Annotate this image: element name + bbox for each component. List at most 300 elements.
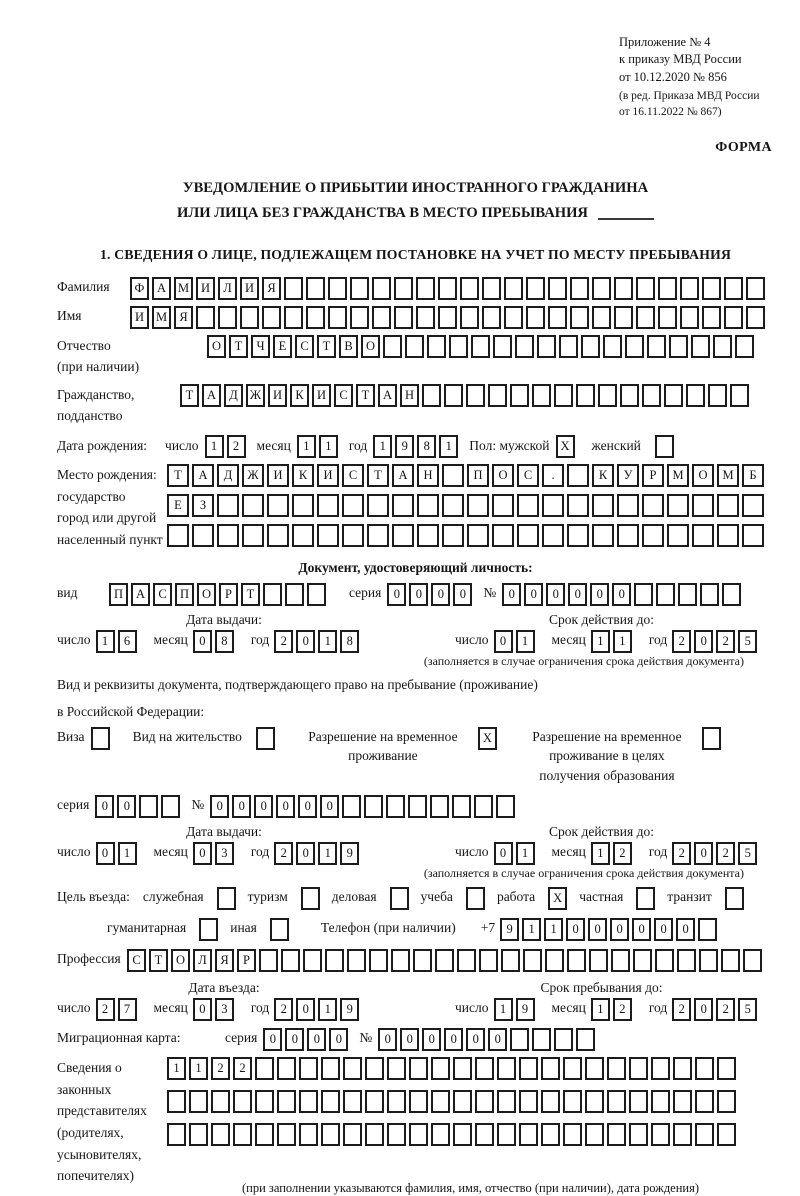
char-box: 1 (318, 998, 337, 1021)
residence-series-label: серия (57, 797, 90, 813)
doc-series-boxes (387, 583, 475, 606)
residence-serial-row (57, 795, 774, 818)
char-box: Т (317, 335, 336, 358)
char-box (695, 1123, 714, 1146)
day-label: число (57, 632, 91, 647)
purpose-tourism-checkbox (301, 887, 323, 910)
month-label: месяц (256, 438, 291, 454)
representatives-boxes (167, 1057, 774, 1196)
char-box (277, 1057, 296, 1080)
char-box: 0 (694, 630, 713, 653)
char-box: 0 (296, 998, 315, 1021)
char-box (567, 524, 589, 547)
char-box (321, 1057, 340, 1080)
purpose-work-checkbox (548, 887, 570, 910)
profession-row (57, 949, 774, 972)
char-box (457, 949, 476, 972)
char-box (746, 306, 765, 329)
char-box (317, 524, 339, 547)
char-box (431, 1057, 450, 1080)
char-box (342, 524, 364, 547)
char-box: И (196, 277, 215, 300)
char-box: 1 (319, 435, 338, 458)
char-box (721, 949, 740, 972)
char-box (519, 1123, 538, 1146)
char-box: М (152, 306, 171, 329)
char-box: 0 (307, 1028, 326, 1051)
char-box: О (171, 949, 190, 972)
char-box (629, 1090, 648, 1113)
representatives-row (57, 1057, 774, 1196)
char-box (636, 887, 655, 910)
char-box (325, 949, 344, 972)
year-label: год (648, 1000, 668, 1016)
representatives-boxes-row1 (167, 1057, 739, 1080)
char-box (722, 583, 741, 606)
purpose-transit-label: транзит (667, 889, 712, 905)
char-box (570, 277, 589, 300)
char-box (517, 494, 539, 517)
char-box (680, 277, 699, 300)
char-box (633, 949, 652, 972)
char-box: 0 (610, 918, 629, 941)
char-box (554, 384, 573, 407)
char-box (167, 524, 189, 547)
char-box (369, 949, 388, 972)
char-box: 0 (466, 1028, 485, 1051)
char-box (667, 524, 689, 547)
residence-intro1: Вид и реквизиты документа, подтверждающего право на пребывание (проживание) (57, 677, 538, 692)
char-box: 0 (193, 998, 212, 1021)
char-box: К (290, 384, 309, 407)
char-box: 7 (118, 998, 137, 1021)
char-box: И (267, 464, 289, 487)
char-box (217, 494, 239, 517)
char-box (742, 494, 764, 517)
year-label: год (648, 844, 668, 860)
char-box: X (548, 887, 567, 910)
char-box: 6 (118, 630, 137, 653)
char-box: 2 (233, 1057, 252, 1080)
char-box (554, 1028, 573, 1051)
char-box (292, 494, 314, 517)
char-box (592, 494, 614, 517)
char-box (218, 306, 237, 329)
char-box: В (339, 335, 358, 358)
purpose-private-label: частная (579, 889, 624, 905)
residence-permit-label: Вид на жительство (132, 728, 242, 744)
char-box: Ж (246, 384, 265, 407)
char-box: 1 (373, 435, 392, 458)
char-box: 8 (340, 630, 359, 653)
representatives-boxes-row2 (167, 1090, 739, 1113)
char-box (435, 949, 454, 972)
char-box (196, 306, 215, 329)
char-box (585, 1123, 604, 1146)
char-box: . (542, 464, 564, 487)
char-box (548, 277, 567, 300)
form-title (57, 176, 774, 224)
char-box: 0 (694, 842, 713, 865)
valid-date-group (455, 842, 774, 865)
day-label: число (165, 438, 199, 454)
char-box (394, 277, 413, 300)
char-box (387, 1090, 406, 1113)
char-box (408, 795, 427, 818)
char-box (743, 949, 762, 972)
char-box (167, 1090, 186, 1113)
birth-day-boxes (205, 435, 249, 458)
char-box (592, 524, 614, 547)
identity-doc-dates-head (57, 612, 774, 628)
char-box: О (492, 464, 514, 487)
char-box: 5 (738, 842, 757, 865)
residence-dates-row (57, 842, 774, 865)
phone-boxes (500, 918, 720, 941)
char-box: И (312, 384, 331, 407)
char-box (617, 494, 639, 517)
char-box (285, 583, 304, 606)
char-box: 9 (395, 435, 414, 458)
char-box: 0 (276, 795, 295, 818)
char-box (673, 1123, 692, 1146)
char-box: Т (241, 583, 260, 606)
char-box (259, 949, 278, 972)
char-box (199, 918, 218, 941)
char-box (699, 949, 718, 972)
char-box (570, 306, 589, 329)
char-box: Р (642, 464, 664, 487)
year-label: год (348, 438, 368, 454)
char-box (629, 1123, 648, 1146)
char-box: 0 (285, 1028, 304, 1051)
purpose-label: Цель въезда: (57, 889, 130, 905)
char-box (567, 464, 589, 487)
char-box (496, 795, 515, 818)
char-box (240, 306, 259, 329)
temp-residence-education-label: Разрешение на временное проживание в целях получения образования (532, 728, 682, 783)
char-box (526, 306, 545, 329)
month-label: месяц (153, 632, 188, 647)
entry-dates-row (57, 998, 774, 1021)
char-box: С (517, 464, 539, 487)
purpose-row2 (107, 918, 774, 941)
char-box (475, 1057, 494, 1080)
sex-female-checkbox (655, 435, 677, 458)
char-box (299, 1123, 318, 1146)
char-box: 0 (588, 918, 607, 941)
char-box: 9 (340, 842, 359, 865)
char-box (656, 583, 675, 606)
purpose-official-label: служебная (142, 889, 204, 905)
char-box (217, 524, 239, 547)
birthplace-boxes-row1 (167, 464, 767, 487)
char-box (497, 1090, 516, 1113)
char-box (625, 335, 644, 358)
char-box (542, 494, 564, 517)
char-box: 0 (453, 583, 472, 606)
char-box (281, 949, 300, 972)
char-box: 0 (296, 842, 315, 865)
char-box (655, 435, 674, 458)
birthplace-label: Место рождения: государство город или другой населенный пункт (57, 467, 163, 547)
purpose-work-label: работа (496, 889, 536, 905)
char-box: 2 (613, 842, 632, 865)
purpose-business-label: деловая (331, 889, 377, 905)
char-box (614, 277, 633, 300)
char-box (695, 1090, 714, 1113)
char-box (482, 306, 501, 329)
char-box (301, 887, 320, 910)
char-box: 0 (298, 795, 317, 818)
char-box (350, 277, 369, 300)
char-box (717, 524, 739, 547)
char-box (364, 795, 383, 818)
char-box (139, 795, 158, 818)
migration-number-boxes (378, 1028, 598, 1051)
char-box (189, 1123, 208, 1146)
issue-date-heading: Дата выдачи: (186, 824, 262, 840)
char-box (519, 1057, 538, 1080)
char-box: Н (400, 384, 419, 407)
char-box (467, 524, 489, 547)
char-box (444, 384, 463, 407)
char-box: З (192, 494, 214, 517)
char-box (548, 306, 567, 329)
birth-month-boxes (297, 435, 341, 458)
stay-month-boxes (591, 998, 635, 1021)
char-box (449, 335, 468, 358)
char-box (713, 335, 732, 358)
title-blank-line (598, 218, 654, 220)
char-box (431, 1123, 450, 1146)
char-box (497, 1123, 516, 1146)
char-box (453, 1123, 472, 1146)
char-box: 2 (672, 630, 691, 653)
char-box (702, 277, 721, 300)
appendix-reference (619, 34, 774, 120)
valid-date-heading: Срок действия до: (549, 612, 654, 627)
day-label: число (57, 844, 91, 860)
purpose-other-checkbox (270, 918, 292, 941)
char-box (617, 524, 639, 547)
char-box (317, 494, 339, 517)
char-box (642, 494, 664, 517)
char-box (515, 335, 534, 358)
char-box: Т (356, 384, 375, 407)
purpose-tourism-label: туризм (247, 889, 288, 905)
char-box (343, 1090, 362, 1113)
char-box: 0 (590, 583, 609, 606)
char-box: А (378, 384, 397, 407)
char-box: М (717, 464, 739, 487)
char-box (255, 1090, 274, 1113)
char-box (277, 1090, 296, 1113)
char-box: 0 (117, 795, 136, 818)
char-box: 0 (654, 918, 673, 941)
char-box: Я (174, 306, 193, 329)
char-box (452, 795, 471, 818)
char-box (306, 277, 325, 300)
char-box (526, 277, 545, 300)
char-box: А (392, 464, 414, 487)
month-label: месяц (153, 844, 188, 860)
valid-month-boxes (591, 630, 635, 653)
char-box (438, 306, 457, 329)
entry-date-group (57, 998, 455, 1021)
char-box (284, 277, 303, 300)
char-box (299, 1057, 318, 1080)
char-box (392, 524, 414, 547)
char-box (519, 1090, 538, 1113)
char-box: 8 (417, 435, 436, 458)
char-box (636, 306, 655, 329)
char-box (438, 277, 457, 300)
birthdate-label: Дата рождения: (57, 438, 148, 454)
char-box (742, 524, 764, 547)
char-box (651, 1090, 670, 1113)
temp-residence-label: Разрешение на временное проживание (308, 728, 458, 764)
firstname-label: Имя (57, 307, 82, 323)
purpose-study-label: учеба (420, 889, 453, 905)
migration-series-boxes (263, 1028, 351, 1051)
char-box (730, 384, 749, 407)
patronymic-label: Отчество (при наличии) (57, 337, 140, 375)
patronymic-row (57, 335, 774, 378)
char-box: 9 (340, 998, 359, 1021)
char-box: 1 (544, 918, 563, 941)
char-box (417, 494, 439, 517)
char-box (277, 1123, 296, 1146)
char-box (746, 277, 765, 300)
char-box (471, 335, 490, 358)
valid-year-boxes (672, 842, 760, 865)
char-box (581, 335, 600, 358)
char-box: Ч (251, 335, 270, 358)
char-box (717, 1057, 736, 1080)
char-box (673, 1057, 692, 1080)
char-box (217, 887, 236, 910)
char-box: 0 (422, 1028, 441, 1051)
form-title-line1: УВЕДОМЛЕНИЕ О ПРИБЫТИИ ИНОСТРАННОГО ГРАЖДАНИНА (182, 180, 649, 197)
char-box: Л (193, 949, 212, 972)
char-box (422, 384, 441, 407)
char-box (416, 277, 435, 300)
temp-residence-education-checkbox (702, 727, 724, 750)
char-box: 0 (193, 630, 212, 653)
char-box: Д (217, 464, 239, 487)
char-box: X (556, 435, 575, 458)
form-title-line2: ИЛИ ЛИЦА БЕЗ ГРАЖДАНСТВА В МЕСТО ПРЕБЫВАНИЯ (57, 201, 774, 225)
char-box: П (175, 583, 194, 606)
purpose-other-label: иная (230, 920, 257, 936)
char-box (603, 335, 622, 358)
day-label: число (455, 1000, 489, 1016)
char-box (189, 1090, 208, 1113)
month-label: месяц (153, 1000, 188, 1016)
char-box (497, 1057, 516, 1080)
char-box: 2 (716, 998, 735, 1021)
birthdate-row (57, 435, 774, 458)
char-box: 8 (215, 630, 234, 653)
char-box: Т (229, 335, 248, 358)
char-box (413, 949, 432, 972)
char-box: 2 (274, 630, 293, 653)
phone-label: Телефон (при наличии) (320, 920, 456, 936)
char-box: С (342, 464, 364, 487)
entry-day-boxes (96, 998, 140, 1021)
char-box (563, 1123, 582, 1146)
char-box: 0 (694, 998, 713, 1021)
residence-intro2: в Российской Федерации: (57, 704, 205, 720)
char-box: М (667, 464, 689, 487)
char-box (394, 306, 413, 329)
char-box: 0 (409, 583, 428, 606)
char-box: Е (167, 494, 189, 517)
char-box: 1 (591, 998, 610, 1021)
char-box: 1 (318, 630, 337, 653)
char-box (387, 1057, 406, 1080)
char-box (492, 524, 514, 547)
char-box (724, 306, 743, 329)
char-box (592, 277, 611, 300)
char-box (475, 1123, 494, 1146)
char-box (658, 277, 677, 300)
day-label: число (455, 632, 489, 647)
char-box: 0 (387, 583, 406, 606)
char-box: И (130, 306, 149, 329)
profession-label: Профессия (57, 951, 121, 967)
char-box: У (617, 464, 639, 487)
char-box: 3 (215, 998, 234, 1021)
char-box (467, 494, 489, 517)
identity-doc-note: (заполняется в случае ограничения срока действия документа) (423, 654, 744, 668)
char-box: Д (224, 384, 243, 407)
char-box: К (592, 464, 614, 487)
char-box: С (334, 384, 353, 407)
char-box: О (692, 464, 714, 487)
char-box: 1 (96, 630, 115, 653)
surname-label: Фамилия (57, 278, 110, 294)
char-box: С (153, 583, 172, 606)
char-box: 0 (612, 583, 631, 606)
issue-day-boxes (96, 842, 140, 865)
char-box (545, 949, 564, 972)
char-box: Е (273, 335, 292, 358)
char-box: Ф (130, 277, 149, 300)
char-box: 5 (738, 998, 757, 1021)
char-box: 2 (227, 435, 246, 458)
char-box (576, 1028, 595, 1051)
char-box (321, 1123, 340, 1146)
birthplace-boxes-row2 (167, 494, 767, 517)
issue-year-boxes (274, 842, 362, 865)
char-box (488, 384, 507, 407)
char-box: А (131, 583, 150, 606)
char-box (299, 1090, 318, 1113)
citizenship-row (57, 384, 774, 427)
char-box: 0 (329, 1028, 348, 1051)
birthplace-boxes (167, 464, 774, 554)
valid-date-group (455, 630, 774, 653)
entry-dates-head (57, 980, 774, 996)
purpose-study-checkbox (466, 887, 488, 910)
residence-number-boxes (210, 795, 518, 818)
char-box: О (361, 335, 380, 358)
char-box (392, 494, 414, 517)
char-box (607, 1057, 626, 1080)
char-box: Р (237, 949, 256, 972)
